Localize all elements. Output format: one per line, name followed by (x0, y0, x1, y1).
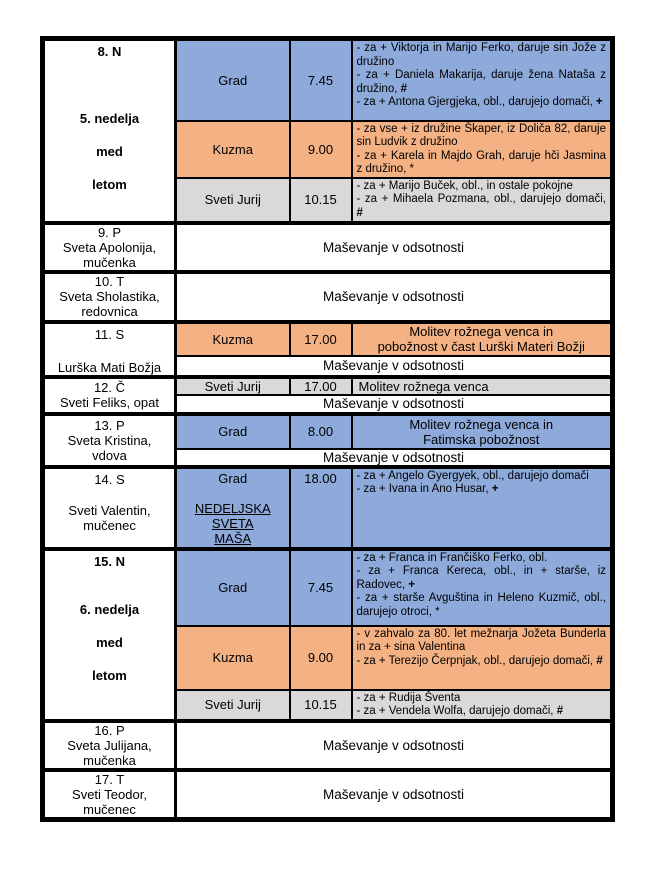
text-line: mučenec (83, 517, 136, 533)
text-line: NEDELJSKA (194, 500, 271, 516)
text-line: 16. P (94, 722, 125, 738)
date-lines (45, 225, 174, 270)
text-line: med (96, 144, 123, 159)
text-line: 8. N (97, 44, 122, 59)
text-line: 12. Č (93, 380, 126, 395)
schedule-row (43, 223, 613, 272)
text-line: Molitev rožnega venca in (409, 416, 554, 432)
place-cell: Kuzma (176, 121, 290, 178)
text-line: Sveta Apolonija, (62, 239, 157, 255)
text-line: Molitev rožnega venca in (409, 324, 554, 340)
text-line: - za + starše Avguština in Heleno Kuzmič, obl., darujejo otroci, * (356, 592, 606, 618)
text-line: Sveta Julijana, (67, 737, 152, 753)
text-line: mučenka (83, 752, 136, 768)
devotion-cell: Molitev rožnega venca (352, 377, 613, 395)
text-line: - za + Antona Gjergjeka, obl., darujejo domači, + (356, 96, 603, 108)
intentions-cell (352, 178, 613, 223)
text-line: mučenec (83, 801, 136, 817)
time-cell: 17.00 (290, 377, 352, 395)
text-line: 11. S (94, 326, 125, 342)
text-line: - za + Angelo Gyergyek, obl., darujejo domači (356, 469, 589, 482)
mass-schedule-table (40, 36, 615, 822)
text-line: 9. P (97, 224, 122, 240)
place-cell: Kuzma (176, 322, 290, 357)
schedule-row (43, 467, 613, 549)
schedule-row (43, 377, 613, 395)
devotion-cell (352, 414, 613, 449)
text-line: 14. S (94, 471, 125, 487)
date-lines (45, 723, 174, 768)
date-lines (45, 554, 174, 683)
time-cell: 9.00 (290, 121, 352, 178)
text-line: - za + Karela in Majdo Grah, daruje hči Jasmina z družino, * (356, 149, 606, 175)
date-lines (45, 772, 174, 817)
date-cell (43, 467, 176, 549)
time-cell: 7.45 (290, 549, 352, 626)
intentions-cell (352, 626, 613, 690)
schedule-row (43, 322, 613, 357)
place-cell: Grad (176, 414, 290, 449)
time-cell: 18.00 (290, 467, 352, 549)
place-cell: Grad (176, 39, 290, 121)
intentions-cell (352, 690, 613, 721)
text-line: SVETA (211, 515, 254, 531)
date-cell (43, 223, 176, 272)
date-cell (43, 770, 176, 820)
text-line: - za + Daniela Makarija, daruje žena Nataša z družino, # (356, 69, 606, 95)
text-line: 10. T (94, 274, 125, 289)
date-cell (43, 39, 176, 223)
text-line: Fatimska pobožnost (423, 431, 540, 447)
absent-cell: Maševanje v odsotnosti (176, 395, 613, 414)
text-line: Sveta Kristina, (67, 432, 152, 448)
schedule-row (43, 721, 613, 770)
text-line: Sveti Teodor, (72, 786, 147, 802)
absent-cell: Maševanje v odsotnosti (176, 272, 613, 322)
place-cell: Sveti Jurij (176, 377, 290, 395)
schedule-row (43, 549, 613, 626)
schedule-row (43, 770, 613, 820)
text-line: - za + Franca in Frančiško Ferko, obl. (356, 551, 548, 564)
time-cell: 9.00 (290, 626, 352, 690)
text-line: Sveta Sholastika, (59, 289, 160, 304)
text-line: - v zahvalo za 80. let mežnarja Jožeta Bunderla in za + sina Valentina (356, 627, 606, 653)
text-line: med (96, 634, 123, 650)
schedule-row (43, 414, 613, 449)
date-lines (45, 380, 174, 410)
schedule-row (43, 39, 613, 121)
date-lines (45, 472, 174, 533)
text-line: Sveti Feliks, opat (60, 395, 159, 410)
text-line: 13. P (94, 417, 125, 433)
place-cell: Grad (176, 549, 290, 626)
date-lines (45, 44, 174, 192)
date-lines (45, 274, 174, 319)
time-cell: 7.45 (290, 39, 352, 121)
intentions-cell (352, 39, 613, 121)
absent-cell: Maševanje v odsotnosti (176, 449, 613, 467)
text-line: - za + Terezijo Čerpnjak, obl., darujejo domači, # (356, 654, 603, 667)
intentions-cell (352, 121, 613, 178)
text-line: 15. N (93, 553, 126, 569)
absent-cell: Maševanje v odsotnosti (176, 223, 613, 272)
intentions-cell (352, 549, 613, 626)
place-cell: Sveti Jurij (176, 178, 290, 223)
place-cell (176, 467, 290, 549)
text-line: vdova (92, 447, 127, 463)
devotion-cell (352, 322, 613, 357)
date-cell (43, 549, 176, 721)
text-line: Lurška Mati Božja (57, 359, 162, 375)
date-cell (43, 272, 176, 322)
sunday-mass-note (177, 501, 289, 546)
text-line: - za + Rudija Šventa (356, 691, 461, 704)
text-line: - za + Franca Kereca, obl., in + starše, iz Radovec, + (356, 565, 606, 591)
text-line: mučenka (83, 254, 136, 270)
text-line: redovnica (81, 304, 138, 319)
intentions-cell (352, 467, 613, 549)
date-cell (43, 721, 176, 770)
date-lines (45, 418, 174, 463)
place-cell: Kuzma (176, 626, 290, 690)
text-line: letom (92, 667, 127, 683)
text-line: 6. nedelja (79, 601, 140, 617)
place-cell: Sveti Jurij (176, 690, 290, 721)
text-line: pobožnost v čast Lurški Materi Božji (377, 339, 585, 355)
date-cell (43, 322, 176, 377)
text-line: letom (92, 177, 127, 192)
absent-cell: Maševanje v odsotnosti (176, 770, 613, 820)
text-line: MAŠA (214, 530, 252, 546)
text-line: - za + Marijo Buček, obl., in ostale pokojne (356, 179, 573, 192)
text-line: - za + Ivana in Ano Husar, + (356, 483, 499, 495)
absent-cell: Maševanje v odsotnosti (176, 356, 613, 376)
time-cell: 17.00 (290, 322, 352, 357)
text-line: - za + Viktorja in Marijo Ferko, daruje sin Jože z družino (356, 42, 606, 68)
text-line: - za vse + iz družine Škaper, iz Doliča 82, daruje sin Ludvik z družino (356, 122, 606, 148)
date-cell (43, 414, 176, 467)
text-line: 5. nedelja (79, 111, 140, 126)
time-cell: 8.00 (290, 414, 352, 449)
text-line: 17. T (94, 771, 125, 787)
time-cell: 10.15 (290, 690, 352, 721)
absent-cell: Maševanje v odsotnosti (176, 721, 613, 770)
date-lines (45, 327, 174, 375)
place-name: Grad (218, 470, 248, 486)
date-cell (43, 377, 176, 414)
text-line: - za + Vendela Wolfa, darujejo domači, # (356, 705, 564, 717)
text-line: Sveti Valentin, (68, 502, 151, 518)
schedule-row (43, 272, 613, 322)
time-cell: 10.15 (290, 178, 352, 223)
text-line: - za + Mihaela Pozmana, obl., darujejo domači, # (356, 193, 606, 219)
